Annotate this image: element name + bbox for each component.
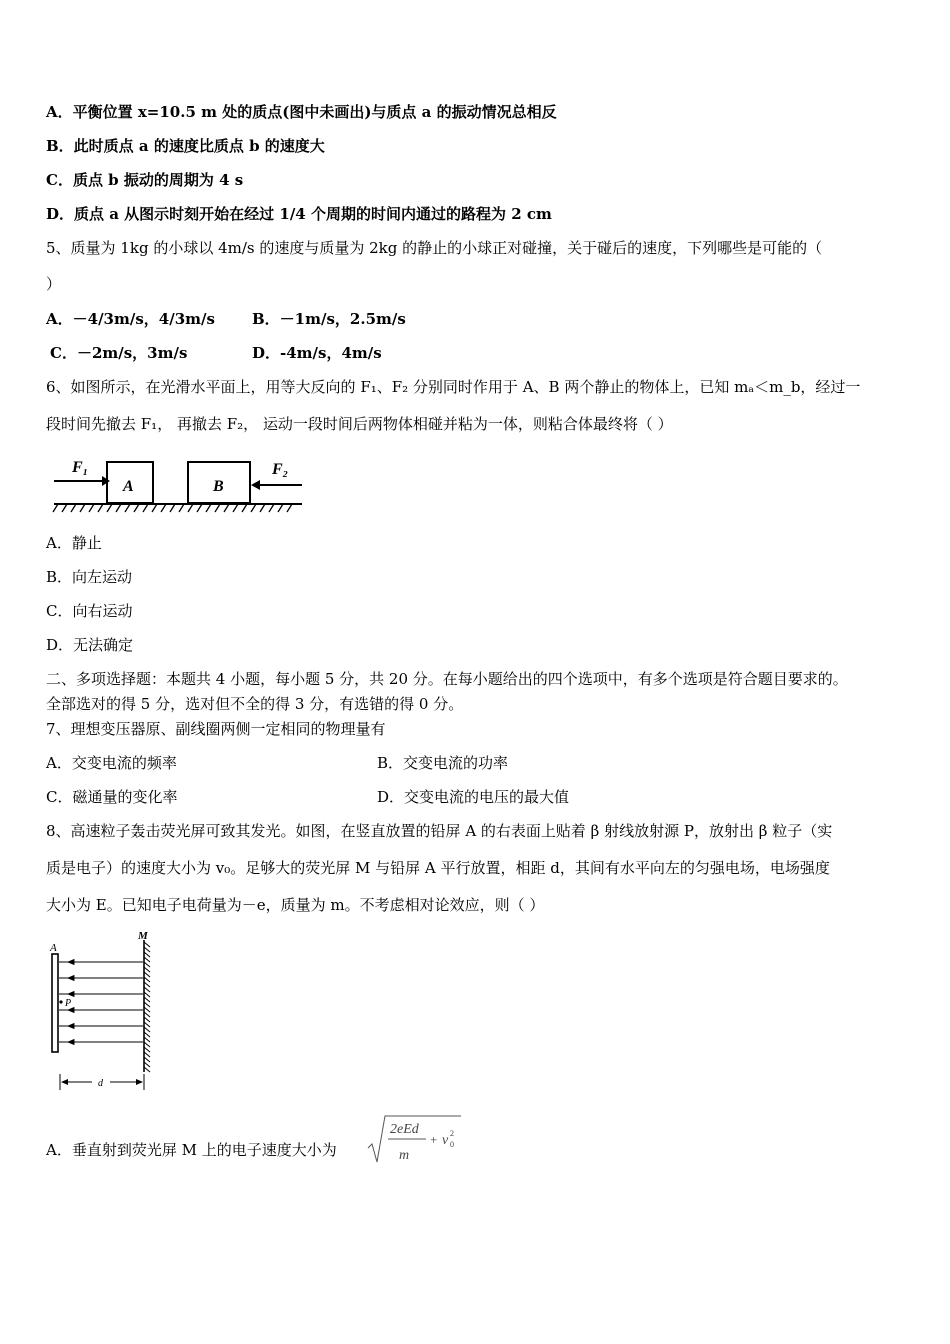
block-a-label: A — [123, 478, 134, 495]
q7-stem: 7、理想变压器原、副线圈两侧一定相同的物理量有 — [46, 720, 386, 738]
hatch-mark — [188, 504, 193, 512]
q6-stem-line1: 6、如图所示，在光滑水平面上，用等大反向的 F₁、F₂ 分别同时作用于 A、B 两个静止的物体上，已知 mₐ＜m_b，经过一 — [46, 378, 861, 396]
screen-label: M — [138, 930, 148, 942]
screen-hatch-mark — [144, 1047, 150, 1052]
screen-hatch-mark — [144, 1037, 150, 1042]
screen-hatch-mark — [144, 1002, 150, 1007]
hatch-mark — [143, 504, 148, 512]
screen-hatch-mark — [144, 947, 150, 952]
hatch-mark — [98, 504, 103, 512]
q8-option-a-text: A．垂直射到荧光屏 M 上的电子速度大小为 — [46, 1141, 337, 1159]
q4-option-a: A．平衡位置 x=10.5 m 处的质点(图中未画出)与质点 a 的振动情况总相反 — [46, 103, 557, 121]
hatch-mark — [224, 504, 229, 512]
screen-hatch-mark — [144, 1062, 150, 1067]
field-arrow — [68, 1024, 74, 1029]
hatch-mark — [170, 504, 175, 512]
field-arrow — [68, 960, 74, 965]
q8-stem-line2: 质是电子）的速度大小为 v₀。足够大的荧光屏 M 与铅屏 A 平行放置，相距 d，其间有水平向左的匀强电场，电场强度 — [46, 859, 830, 877]
screen-hatch-mark — [144, 987, 150, 992]
lead-screen-a — [52, 954, 58, 1052]
field-arrow — [68, 1040, 74, 1045]
q7-option-b: B．交变电流的功率 — [377, 754, 509, 772]
f1-label: F₁ — [72, 459, 89, 476]
hatch-mark — [71, 504, 76, 512]
ground-hatching — [53, 504, 292, 512]
hatch-mark — [278, 504, 283, 512]
screen-hatch-mark — [144, 982, 150, 987]
q8-option-a-formula — [366, 1112, 462, 1168]
hatch-mark — [179, 504, 184, 512]
f2-label: F₂ — [272, 461, 289, 478]
q7-option-c: C．磁通量的变化率 — [46, 788, 178, 806]
hatch-mark — [197, 504, 202, 512]
screen-hatch-mark — [144, 1052, 150, 1057]
screen-hatch-mark — [144, 1032, 150, 1037]
formula-superscript: 2 — [450, 1129, 454, 1138]
q5-stem-line2: ） — [46, 275, 62, 293]
q5-option-b: B．－1m/s，2.5m/s — [252, 310, 406, 328]
q8-field-figure — [46, 926, 164, 1098]
hatch-mark — [62, 504, 67, 512]
screen-hatch-mark — [144, 962, 150, 967]
field-lines — [59, 960, 143, 1045]
formula-plus: + — [430, 1132, 438, 1147]
q4-option-c: C．质点 b 振动的周期为 4 s — [46, 171, 244, 189]
screen-hatch-mark — [144, 1067, 150, 1072]
hatch-mark — [125, 504, 130, 512]
hatch-mark — [215, 504, 220, 512]
screen-hatch-mark — [144, 952, 150, 957]
lead-screen-label: A — [50, 942, 57, 954]
hatch-mark — [53, 504, 58, 512]
screen-hatch-mark — [144, 997, 150, 1002]
screen-hatch-mark — [144, 1042, 150, 1047]
f2-arrow-head — [251, 480, 260, 490]
q5-stem-line1: 5、质量为 1kg 的小球以 4m/s 的速度与质量为 2kg 的静止的小球正对碰撞，关于碰后的速度，下列哪些是可能的（ — [46, 239, 823, 257]
q7-option-d: D．交变电流的电压的最大值 — [377, 788, 570, 806]
hatch-mark — [134, 504, 139, 512]
q8-stem-line1: 8、高速粒子轰击荧光屏可致其发光。如图，在竖直放置的铅屏 A 的右表面上贴着 β 射线放射源 P，放射出 β 粒子（实 — [46, 822, 833, 840]
screen-hatch-mark — [144, 967, 150, 972]
screen-hatching — [144, 942, 150, 1072]
field-arrow — [68, 976, 74, 981]
section2-instructions-line1: 二、多项选择题：本题共 4 小题，每小题 5 分，共 20 分。在每小题给出的四个选项中，有多个选项是符合题目要求的。 — [46, 670, 848, 688]
source-label: P — [65, 998, 72, 1009]
screen-hatch-mark — [144, 957, 150, 962]
hatch-mark — [287, 504, 292, 512]
hatch-mark — [116, 504, 121, 512]
q6-option-c: C．向右运动 — [46, 602, 133, 620]
hatch-mark — [233, 504, 238, 512]
hatch-mark — [260, 504, 265, 512]
q5-option-d: D．-4m/s，4m/s — [252, 344, 382, 362]
section2-instructions-line2: 全部选对的得 5 分，选对但不全的得 3 分，有选错的得 0 分。 — [46, 695, 464, 713]
hatch-mark — [152, 504, 157, 512]
q5-option-a: A．－4/3m/s，4/3m/s — [46, 310, 215, 328]
formula-denominator: m — [399, 1148, 410, 1163]
field-arrow — [68, 992, 74, 997]
screen-hatch-mark — [144, 1012, 150, 1017]
d-arrow-left — [61, 1079, 68, 1085]
q4-option-d: D．质点 a 从图示时刻开始在经过 1/4 个周期的时间内通过的路程为 2 cm — [46, 205, 552, 223]
screen-hatch-mark — [144, 1022, 150, 1027]
hatch-mark — [80, 504, 85, 512]
hatch-mark — [161, 504, 166, 512]
screen-hatch-mark — [144, 1027, 150, 1032]
q6-option-d: D．无法确定 — [46, 636, 134, 654]
screen-hatch-mark — [144, 1007, 150, 1012]
screen-hatch-mark — [144, 992, 150, 997]
q5-option-c: C．－2m/s，3m/s — [50, 344, 188, 362]
q6-stem-line2: 段时间先撤去 F₁， 再撤去 F₂， 运动一段时间后两物体相碰并粘为一体，则粘合体最终将（ ） — [46, 415, 673, 433]
screen-hatch-mark — [144, 972, 150, 977]
hatch-mark — [269, 504, 274, 512]
hatch-mark — [107, 504, 112, 512]
hatch-mark — [206, 504, 211, 512]
screen-hatch-mark — [144, 942, 150, 947]
q4-option-b: B．此时质点 a 的速度比质点 b 的速度大 — [46, 137, 325, 155]
q8-stem-line3: 大小为 E。已知电子电荷量为－e，质量为 m。不考虑相对论效应，则（ ） — [46, 896, 545, 914]
hatch-mark — [251, 504, 256, 512]
block-b-label: B — [213, 478, 224, 495]
hatch-mark — [242, 504, 247, 512]
screen-hatch-mark — [144, 1057, 150, 1062]
formula-v: v — [442, 1133, 449, 1148]
q6-option-b: B．向左运动 — [46, 568, 133, 586]
d-arrow-right — [136, 1079, 143, 1085]
source-point-p — [59, 1000, 62, 1003]
formula-subscript: 0 — [450, 1140, 454, 1149]
q7-option-a: A．交变电流的频率 — [46, 754, 177, 772]
q6-blocks-figure — [50, 452, 306, 518]
distance-label: d — [98, 1078, 103, 1089]
q6-option-a: A．静止 — [46, 534, 102, 552]
screen-hatch-mark — [144, 1017, 150, 1022]
formula-numerator: 2eEd — [390, 1122, 419, 1137]
screen-hatch-mark — [144, 977, 150, 982]
hatch-mark — [89, 504, 94, 512]
